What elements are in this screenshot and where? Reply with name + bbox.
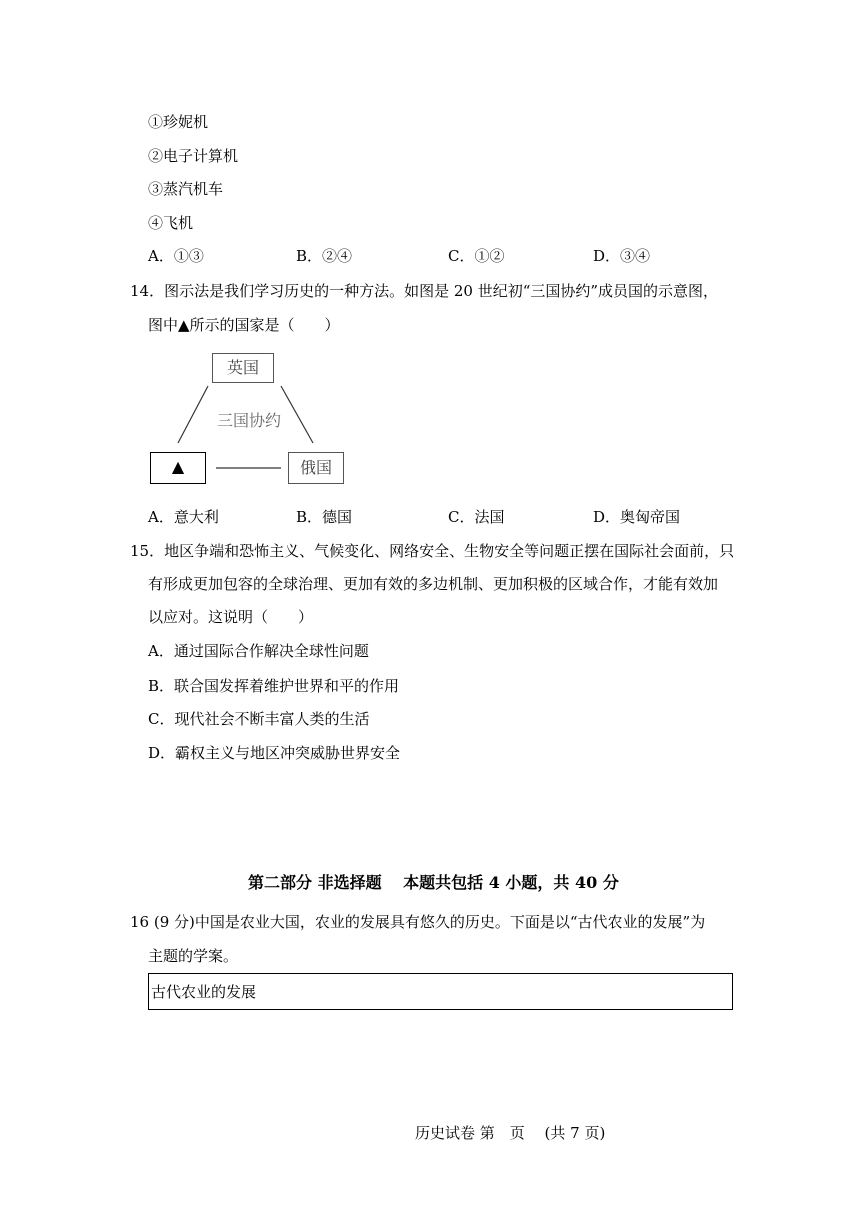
- q15-stem-line3: 以应对。这说明（ ）: [148, 608, 314, 626]
- q15-option-d: D．霸权主义与地区冲突威胁世界安全: [148, 744, 401, 762]
- q15-stem-line1: 15．地区争端和恐怖主义、气候变化、网络安全、生物安全等问题正摆在国际社会面前，只: [130, 542, 735, 560]
- q14-option-c: C．法国: [448, 508, 505, 526]
- q16-stem-line1: 16 (9 分)中国是农业大国，农业的发展具有悠久的历史。下面是以“古代农业的发展”为: [130, 913, 706, 931]
- q16-theme-box: [148, 973, 733, 1010]
- q13-item-3: ③蒸汽机车: [148, 180, 224, 198]
- q14-stem-line1: 14．图示法是我们学习历史的一种方法。如图是 20 世纪初“三国协约”成员国的示意图，: [130, 282, 719, 300]
- q13-option-c: C．①②: [448, 247, 505, 265]
- entente-diagram: [148, 348, 348, 488]
- part2-heading: 第二部分 非选择题 本题共包括 4 小题，共 40 分: [248, 873, 619, 892]
- q14-option-b: B．德国: [296, 508, 353, 526]
- q14-options: [148, 507, 748, 527]
- diagram-node-britain: 英国: [212, 353, 274, 383]
- q13-item-4: ④飞机: [148, 214, 194, 232]
- q16-theme-title: 古代农业的发展: [151, 983, 257, 1001]
- q15-stem-line2: 有形成更加包容的全球治理、更加有效的多边机制、更加积极的区域合作，才能有效加: [148, 575, 719, 593]
- q14-option-d: D．奥匈帝国: [593, 508, 681, 526]
- q13-option-d: D．③④: [593, 247, 651, 265]
- q16-stem-line2: 主题的学案。: [148, 947, 239, 965]
- diagram-node-russia: 俄国: [288, 452, 344, 484]
- page-footer: 历史试卷 第 页 (共 7 页): [415, 1124, 606, 1142]
- q14-stem-line2: 图中▲所示的国家是（ ）: [148, 316, 340, 334]
- diagram-center-label: 三国协约: [216, 411, 281, 430]
- q13-option-a: A．①③: [148, 247, 204, 265]
- q13-options: [148, 246, 748, 266]
- triangle-icon: ▲: [171, 457, 185, 476]
- q15-option-c: C．现代社会不断丰富人类的生活: [148, 710, 370, 728]
- diagram-node-unknown: [150, 452, 206, 484]
- q14-option-a: A．意大利: [148, 508, 219, 526]
- q13-item-1: ①珍妮机: [148, 113, 209, 131]
- q13-option-b: B．②④: [296, 247, 353, 265]
- q13-item-2: ②电子计算机: [148, 147, 239, 165]
- q15-option-a: A．通过国际合作解决全球性问题: [148, 642, 369, 660]
- q15-option-b: B．联合国发挥着维护世界和平的作用: [148, 677, 400, 695]
